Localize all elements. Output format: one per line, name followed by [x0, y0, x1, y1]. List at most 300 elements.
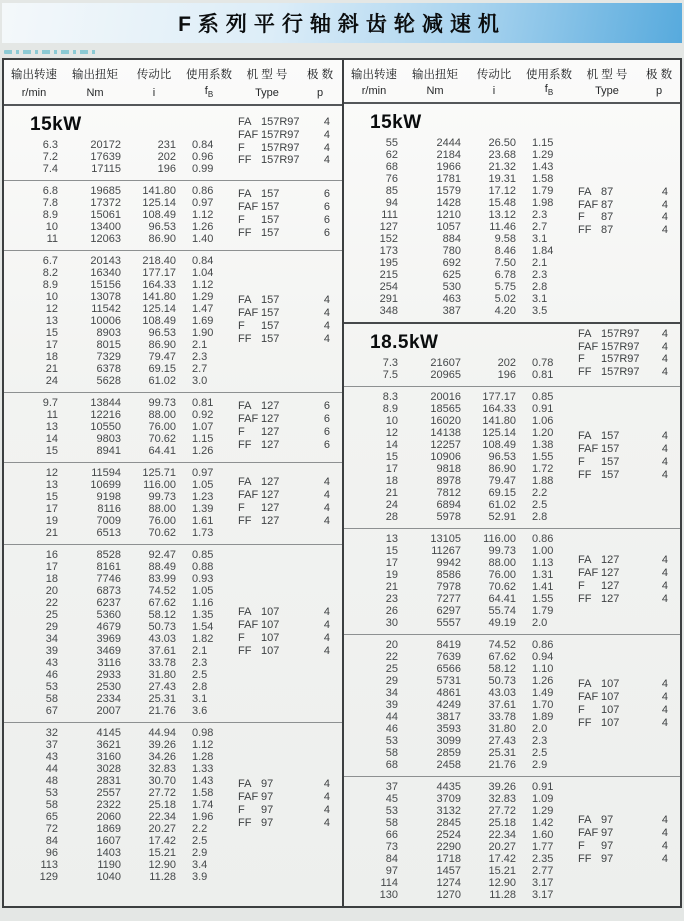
- type-model: 107: [601, 716, 620, 729]
- output-speed-value: 113: [40, 859, 58, 871]
- table-row: [344, 137, 576, 149]
- output-speed-value: 7.8: [42, 197, 58, 209]
- table-row: [4, 445, 236, 457]
- ratio-value: 20.27: [488, 841, 516, 853]
- table-row: [344, 391, 576, 403]
- service-factor-value: 1.04: [192, 267, 214, 279]
- type-designation: [578, 853, 672, 866]
- poles-value: 4: [323, 115, 330, 128]
- type-designation: [578, 840, 672, 853]
- type-designation: [238, 294, 334, 307]
- ratio-value: 116.00: [143, 479, 176, 491]
- output-speed-value: 195: [379, 256, 398, 269]
- output-torque-value: 3469: [96, 645, 121, 657]
- output-torque-value: 1781: [436, 172, 461, 185]
- table-row: [344, 487, 576, 499]
- ratio-value: 5.75: [494, 280, 516, 293]
- type-prefix: FAF: [238, 791, 259, 804]
- table-left-half: [4, 60, 342, 906]
- type-prefix: FAF: [578, 567, 599, 580]
- type-model: 97: [601, 840, 614, 852]
- type-designation: [578, 814, 672, 827]
- table-row: [4, 351, 236, 363]
- type-prefix: FAF: [578, 691, 599, 704]
- type-model: 87: [601, 224, 614, 237]
- col-unit: Nm: [86, 87, 104, 99]
- ratio-value: 37.61: [488, 699, 516, 711]
- service-factor-value: 3.6: [192, 705, 208, 717]
- output-torque-value: 5557: [436, 617, 461, 629]
- service-factor-value: 1.12: [192, 279, 214, 291]
- service-factor-value: 1.26: [532, 675, 554, 687]
- output-torque-value: 4145: [96, 727, 121, 739]
- table-row: [344, 269, 576, 281]
- output-speed-value: 39: [385, 699, 398, 711]
- type-designation: [238, 619, 334, 632]
- poles-value: 4: [323, 332, 330, 345]
- ratio-value: 43.03: [148, 633, 176, 645]
- ratio-value: 108.49: [142, 315, 176, 327]
- output-torque-value: 20016: [430, 391, 461, 403]
- output-torque-value: 3028: [96, 763, 121, 775]
- poles-value: 4: [323, 476, 330, 489]
- type-model: 107: [261, 619, 280, 632]
- ratio-value: 15.21: [148, 847, 176, 859]
- type-model: 127: [601, 580, 620, 592]
- output-speed-value: 53: [45, 787, 58, 799]
- poles-value: 4: [323, 791, 330, 804]
- table-row: [344, 403, 576, 415]
- service-factor-value: 3.4: [192, 859, 208, 871]
- output-speed-value: 15: [45, 327, 58, 339]
- ratio-value: 30.70: [148, 775, 176, 787]
- ratio-value: 96.53: [488, 451, 516, 463]
- type-prefix: FF: [578, 224, 592, 237]
- output-torque-value: 7746: [96, 573, 121, 585]
- type-prefix: FAF: [238, 201, 259, 214]
- ratio-block: [344, 104, 680, 322]
- type-model: 157: [601, 468, 620, 481]
- table-row: [344, 161, 576, 173]
- type-prefix: FAF: [238, 489, 259, 502]
- service-factor-value: 1.13: [532, 557, 554, 569]
- type-designation: [238, 817, 334, 830]
- table-row: [344, 451, 576, 463]
- type-prefix: FA: [578, 430, 592, 443]
- ratio-value: 125.14: [142, 303, 176, 315]
- service-factor-value: 1.26: [192, 221, 214, 233]
- output-speed-value: 24: [45, 375, 58, 387]
- output-speed-value: 173: [379, 244, 398, 257]
- output-speed-value: 67: [45, 705, 58, 717]
- output-torque-value: 1966: [436, 160, 461, 173]
- table-row: [4, 327, 236, 339]
- output-speed-value: 8.9: [382, 403, 398, 415]
- output-speed-value: 12: [45, 303, 58, 315]
- output-torque-value: 7329: [96, 351, 121, 363]
- table-row: [344, 581, 576, 593]
- service-factor-value: 0.91: [532, 403, 554, 415]
- output-torque-value: 7812: [436, 487, 461, 499]
- poles-value: 4: [661, 814, 668, 827]
- output-torque-value: 1869: [96, 823, 121, 835]
- type-designation: [578, 827, 672, 840]
- output-torque-value: 8903: [96, 327, 121, 339]
- table-row: [344, 829, 576, 841]
- service-factor-value: 1.12: [192, 209, 214, 221]
- poles-value: 4: [661, 827, 668, 840]
- type-model: 87: [601, 198, 614, 211]
- output-torque-value: 6513: [96, 527, 121, 539]
- service-factor-value: 0.94: [532, 651, 554, 663]
- output-speed-value: 20: [45, 585, 58, 597]
- output-torque-value: 5978: [436, 511, 461, 523]
- poles-value: 4: [323, 307, 330, 320]
- service-factor-value: 1.15: [532, 136, 554, 149]
- output-torque-value: 2933: [96, 669, 121, 681]
- type-designation: [578, 593, 672, 606]
- output-torque-value: 2444: [436, 136, 461, 149]
- type-prefix: F: [578, 580, 585, 592]
- service-factor-value: 1.29: [532, 805, 554, 817]
- poles-value: 4: [661, 716, 668, 729]
- service-factor-value: 1.05: [192, 585, 214, 597]
- ratio-value: 33.78: [488, 711, 516, 723]
- type-designation: [578, 211, 672, 224]
- output-torque-value: 625: [442, 268, 461, 281]
- output-speed-value: 43: [45, 657, 58, 669]
- ratio-value: 33.78: [148, 657, 176, 669]
- output-torque-value: 9198: [96, 491, 121, 503]
- poles-value: 4: [323, 514, 330, 527]
- ratio-value: 141.80: [142, 185, 176, 197]
- service-factor-value: 2.0: [532, 723, 548, 735]
- service-factor-value: 1.55: [532, 593, 554, 605]
- output-speed-value: 23: [385, 593, 398, 605]
- output-torque-value: 17639: [90, 151, 121, 163]
- output-torque-value: 11594: [91, 467, 121, 479]
- service-factor-value: 2.5: [532, 747, 548, 759]
- ratio-value: 70.62: [148, 527, 176, 539]
- type-prefix: FF: [238, 644, 252, 657]
- ratio-value: 116.00: [483, 533, 516, 545]
- output-speed-value: 19: [45, 515, 58, 527]
- ratio-value: 83.99: [148, 573, 176, 585]
- table-row: [344, 475, 576, 487]
- service-factor-value: 2.3: [192, 351, 208, 363]
- ratio-value: 20.27: [148, 823, 176, 835]
- table-row: [344, 593, 576, 605]
- type-model: 127: [261, 502, 280, 514]
- type-prefix: FF: [238, 332, 252, 345]
- output-speed-value: 6.8: [42, 185, 58, 197]
- poles-value: 6: [323, 226, 330, 239]
- type-model: 107: [261, 606, 280, 619]
- output-torque-value: 1040: [96, 871, 121, 883]
- service-factor-value: 1.58: [532, 172, 554, 185]
- ratio-block: [344, 776, 680, 906]
- ratio-value: 27.72: [148, 787, 176, 799]
- type-model: 87: [601, 185, 614, 198]
- table-row: [4, 303, 236, 315]
- service-factor-value: 1.23: [192, 491, 214, 503]
- service-factor-value: 0.99: [192, 163, 214, 175]
- col-header-output-torque: [64, 66, 126, 99]
- ratio-value: 64.41: [148, 445, 176, 457]
- table-header: [4, 60, 342, 106]
- output-torque-value: 8015: [96, 339, 121, 351]
- col-header-output-speed: [344, 66, 404, 97]
- type-designation: [238, 201, 334, 214]
- ratio-block: [4, 462, 342, 544]
- table-row: [4, 681, 236, 693]
- table-row: [4, 621, 236, 633]
- col-label: 传动比: [136, 69, 172, 81]
- ratio-value: 27.72: [488, 805, 516, 817]
- service-factor-value: 1.12: [192, 739, 214, 751]
- table-row: [344, 675, 576, 687]
- service-factor-value: 3.5: [532, 304, 548, 317]
- ratio-value: 88.00: [148, 409, 176, 421]
- table-row: [344, 569, 576, 581]
- ratio-value: 86.90: [148, 233, 176, 245]
- factor-subscript: B: [547, 87, 554, 97]
- poles-value: 4: [661, 340, 668, 353]
- col-unit: i: [152, 87, 156, 99]
- ratio-value: 58.12: [488, 663, 516, 675]
- table-row: [4, 503, 236, 515]
- table-row: [344, 221, 576, 233]
- table-row: [4, 787, 236, 799]
- service-factor-value: 3.1: [532, 232, 548, 245]
- ratio-block: [4, 106, 342, 180]
- col-header-ratio: [126, 66, 182, 99]
- ratio-value: 79.47: [488, 475, 516, 487]
- type-prefix: FAF: [578, 827, 599, 840]
- table-row: [4, 315, 236, 327]
- ratio-value: 196: [497, 368, 516, 381]
- type-model: 107: [261, 644, 280, 657]
- table-right-half: [342, 60, 680, 906]
- output-torque-value: 8419: [436, 639, 461, 651]
- col-label: 使用系数: [186, 69, 232, 81]
- output-torque-value: 13844: [90, 397, 121, 409]
- type-list: [236, 549, 342, 717]
- service-factor-value: 3.1: [532, 292, 548, 305]
- poles-value: 4: [323, 320, 330, 332]
- output-torque-value: 1274: [436, 877, 461, 889]
- type-model: 97: [601, 814, 614, 827]
- output-speed-value: 15: [45, 491, 58, 503]
- output-torque-value: 3709: [436, 793, 461, 805]
- type-prefix: FA: [238, 400, 252, 413]
- ratio-value: 21.76: [148, 705, 176, 717]
- table-row: [344, 281, 576, 293]
- table-row: [344, 617, 576, 629]
- type-designation: [578, 691, 672, 704]
- ratio-value: 92.47: [148, 549, 176, 561]
- type-prefix: FA: [238, 778, 252, 791]
- output-torque-value: 780: [442, 244, 461, 257]
- table-row: [4, 479, 236, 491]
- output-torque-value: 15061: [90, 209, 121, 221]
- type-prefix: F: [578, 211, 585, 224]
- ratio-value: 61.02: [488, 499, 516, 511]
- poles-value: 6: [323, 438, 330, 451]
- table-row: [4, 363, 236, 375]
- table-row: [344, 853, 576, 865]
- service-factor-value: 1.43: [532, 160, 554, 173]
- poles-value: 4: [323, 489, 330, 502]
- output-torque-value: 16020: [430, 415, 461, 427]
- output-speed-value: 215: [379, 268, 398, 281]
- output-speed-value: 72: [45, 823, 58, 835]
- table-row: [344, 735, 576, 747]
- type-model: 127: [601, 567, 620, 580]
- ratio-value: 55.74: [488, 605, 516, 617]
- poles-value: 4: [323, 141, 330, 154]
- service-factor-value: 1.28: [192, 751, 214, 763]
- output-speed-value: 111: [381, 208, 398, 221]
- ratio-value: 31.80: [148, 669, 176, 681]
- table-row: [344, 499, 576, 511]
- service-factor-value: 2.2: [192, 823, 208, 835]
- type-designation: [238, 489, 334, 502]
- type-prefix: FA: [578, 185, 592, 198]
- data-rows: [4, 549, 236, 717]
- table-row: [4, 739, 236, 751]
- ratio-value: 25.31: [488, 747, 516, 759]
- data-rows: [4, 110, 236, 175]
- table-row: [344, 711, 576, 723]
- table-row: [4, 139, 236, 151]
- poles-value: 4: [323, 154, 330, 167]
- type-prefix: FA: [238, 606, 252, 619]
- ratio-value: 25.18: [488, 817, 516, 829]
- output-speed-value: 127: [379, 220, 398, 233]
- service-factor-value: 2.3: [532, 268, 548, 281]
- output-speed-value: 68: [385, 160, 398, 173]
- ratio-value: 164.33: [142, 279, 176, 291]
- output-speed-value: 96: [45, 847, 58, 859]
- output-torque-value: 11267: [431, 545, 461, 557]
- type-prefix: FF: [578, 366, 592, 379]
- service-factor-value: 1.20: [532, 427, 554, 439]
- type-designation: [238, 154, 334, 167]
- col-label: 输出扭矩: [412, 69, 458, 81]
- type-prefix: F: [578, 353, 585, 366]
- output-speed-value: 114: [380, 877, 398, 889]
- type-prefix: FAF: [238, 307, 259, 320]
- output-speed-value: 10: [45, 291, 58, 303]
- output-speed-value: 45: [385, 793, 398, 805]
- type-model: 157: [261, 201, 280, 214]
- type-model: 127: [261, 476, 280, 489]
- type-prefix: FAF: [578, 443, 599, 456]
- ratio-value: 108.49: [482, 439, 516, 451]
- output-torque-value: 884: [442, 232, 461, 245]
- ratio-value: 15.21: [488, 865, 516, 877]
- ratio-block: [4, 544, 342, 722]
- output-torque-value: 2184: [436, 148, 461, 161]
- output-speed-value: 28: [385, 511, 398, 523]
- type-designation: [238, 606, 334, 619]
- poles-value: 4: [661, 366, 668, 379]
- output-torque-value: 8528: [96, 549, 121, 561]
- output-speed-value: 17: [385, 463, 398, 475]
- output-speed-value: 65: [45, 811, 58, 823]
- ratio-value: 19.31: [488, 172, 516, 185]
- data-rows: [4, 255, 236, 387]
- type-prefix: FA: [238, 476, 252, 489]
- ratio-value: 22.34: [488, 829, 516, 841]
- output-speed-value: 130: [379, 889, 398, 901]
- service-factor-value: 1.70: [532, 699, 554, 711]
- ratio-value: 96.53: [148, 327, 176, 339]
- service-factor-value: 1.35: [192, 609, 214, 621]
- service-factor-value: 0.81: [532, 368, 554, 381]
- ratio-block: [4, 180, 342, 250]
- service-factor-value: 0.97: [192, 197, 214, 209]
- poles-value: 6: [323, 201, 330, 214]
- service-factor-value: 2.9: [192, 847, 208, 859]
- output-torque-value: 1270: [436, 889, 461, 901]
- output-speed-value: 17: [45, 503, 58, 515]
- data-rows: [344, 391, 576, 523]
- output-torque-value: 6873: [96, 585, 121, 597]
- poles-value: 4: [661, 678, 668, 691]
- service-factor-value: 1.40: [192, 233, 214, 245]
- ratio-value: 108.49: [142, 209, 176, 221]
- service-factor-value: 1.10: [532, 663, 554, 675]
- type-model: 157R97: [601, 327, 640, 340]
- col-label: 输出扭矩: [72, 69, 118, 81]
- type-prefix: F: [238, 214, 245, 226]
- power-section: [4, 106, 342, 888]
- output-speed-value: 17: [45, 339, 58, 351]
- type-designation: [578, 353, 672, 366]
- poles-value: 4: [323, 632, 330, 644]
- type-prefix: FAF: [238, 619, 259, 632]
- poles-value: 4: [323, 502, 330, 514]
- type-list: [576, 781, 680, 901]
- type-model: 157: [261, 332, 280, 345]
- service-factor-value: 2.3: [192, 657, 208, 669]
- ratio-value: 88.49: [148, 561, 176, 573]
- table-row: [4, 799, 236, 811]
- poles-value: 4: [323, 294, 330, 307]
- type-model: 157: [261, 214, 280, 226]
- ratio-value: 25.31: [148, 693, 176, 705]
- type-model: 97: [601, 827, 614, 840]
- output-speed-value: 26: [385, 605, 398, 617]
- output-speed-value: 84: [45, 835, 58, 847]
- poles-value: 4: [661, 443, 668, 456]
- output-speed-value: 9.7: [42, 397, 58, 409]
- service-factor-value: 0.97: [192, 467, 214, 479]
- poles-value: 4: [661, 198, 668, 211]
- service-factor-value: 0.93: [192, 573, 214, 585]
- type-designation: [238, 129, 334, 142]
- type-prefix: FF: [578, 592, 592, 605]
- output-torque-value: 1428: [436, 196, 461, 209]
- output-speed-value: 53: [45, 681, 58, 693]
- ratio-value: 32.83: [148, 763, 176, 775]
- title-bar: [2, 3, 682, 43]
- ratio-value: 86.90: [148, 339, 176, 351]
- col-label: 输出转速: [351, 69, 397, 81]
- type-prefix: FF: [578, 468, 592, 481]
